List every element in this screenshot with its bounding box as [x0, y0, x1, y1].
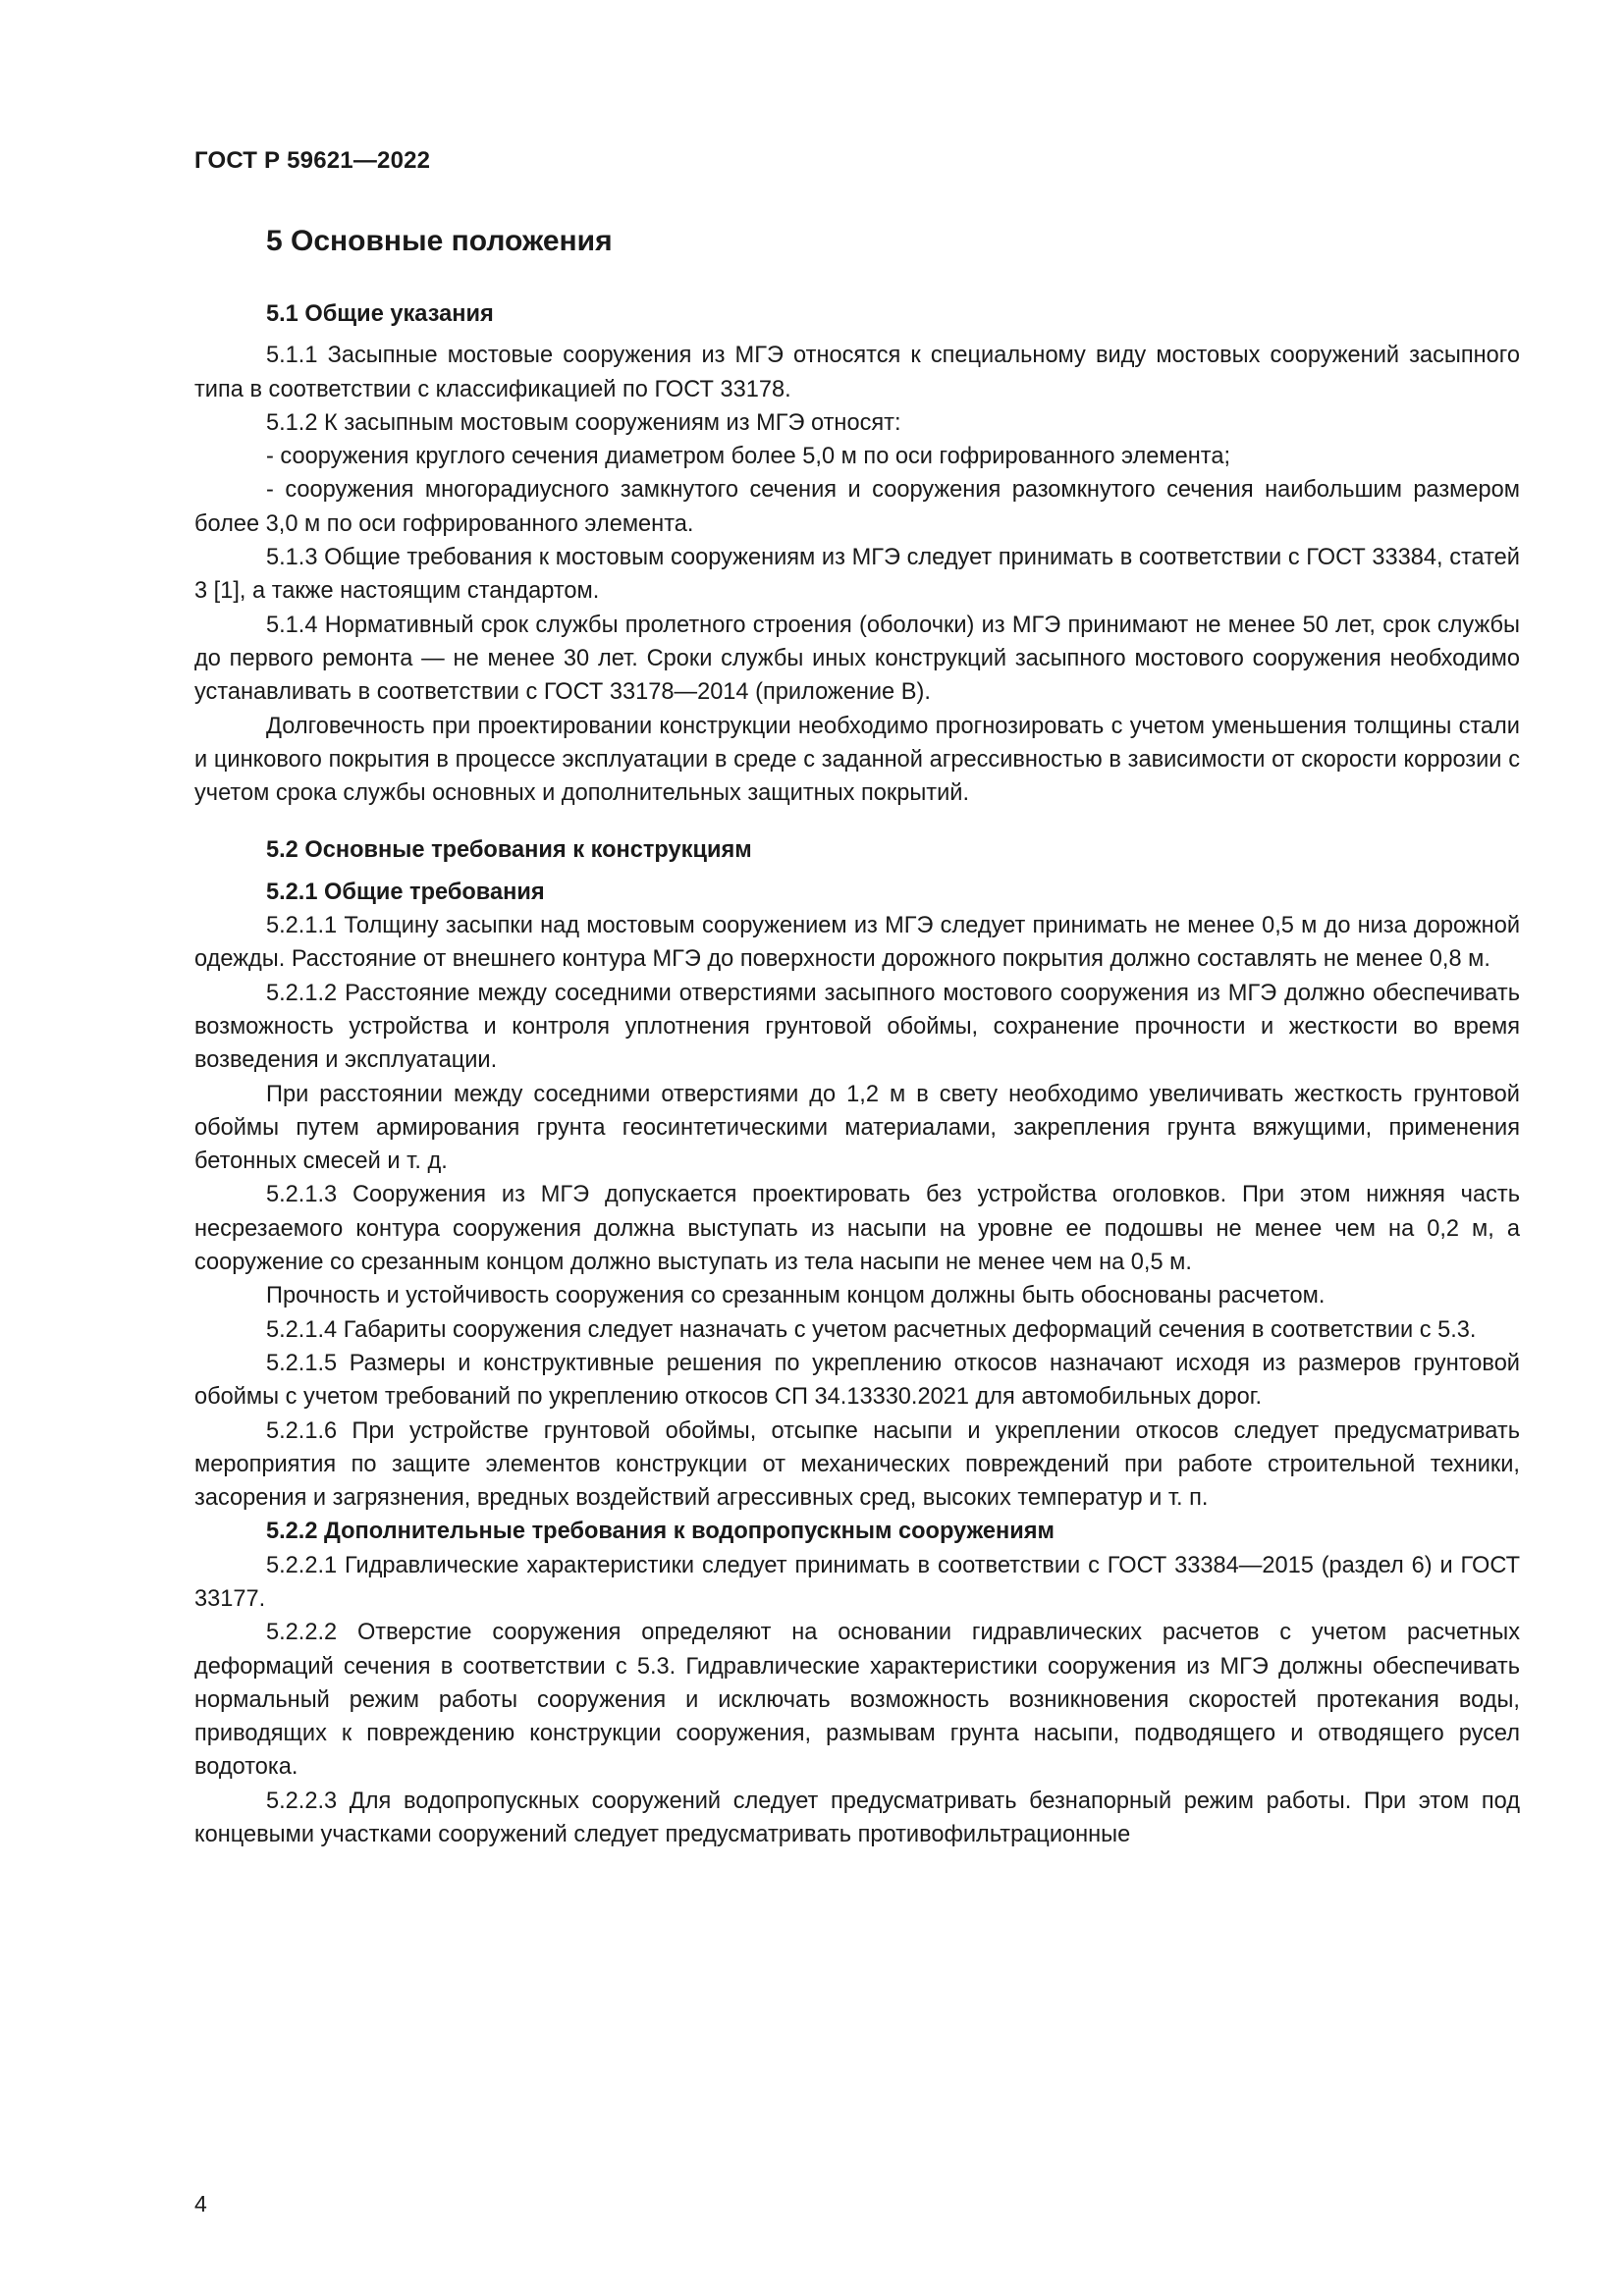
document-code: ГОСТ Р 59621—2022 [194, 147, 431, 174]
paragraph: 5.2.1.3 Сооружения из МГЭ допускается проектировать без устройства оголовков. При этом нижняя часть несрезаемого контура сооружения должна выступать из насыпи на уровне ее подошвы не менее чем на 0,2 м, а сооружение со срезанным концом должно выступать из тела насыпи не менее чем на 0,5 м. [194, 1182, 1520, 1276]
paragraph: 5.2.1.2 Расстояние между соседними отверстиями засыпного мостового сооружения из МГЭ должно обеспечивать возможность устройства и контроля уплотнения грунтовой обоймы, сохранение прочности и жесткости во время возведения и эксплуатации. [194, 980, 1520, 1074]
list-item: - сооружения круглого сечения диаметром более 5,0 м по оси гофрированного элемента; [266, 444, 1231, 470]
paragraph: 5.2.2.1 Гидравлические характеристики следует принимать в соответствии с ГОСТ 33384—2015 (раздел 6) и ГОСТ 33177. [194, 1552, 1520, 1612]
paragraph: 5.1.3 Общие требования к мостовым сооружениям из МГЭ следует принимать в соответствии с ГОСТ 33384, статей 3 [1], а также настоящим стандартом. [194, 545, 1520, 605]
paragraph: Прочность и устойчивость сооружения со срезанным концом должны быть обоснованы расчетом. [266, 1283, 1326, 1309]
paragraph: Долговечность при проектировании конструкции необходимо прогнозировать с учетом уменьшения толщины стали и цинкового покрытия в процессе эксплуатации в среде с заданной агрессивностью в зависимости от скорости коррозии с учетом срока службы основных и дополнительных защитных покрытий. [194, 713, 1520, 807]
paragraph: 5.2.1.5 Размеры и конструктивные решения по укреплению откосов назначают исходя из размеров грунтовой обоймы с учетом требований по укреплению откосов СП 34.13330.2021 для автомобильных дорог. [194, 1350, 1520, 1411]
paragraph: 5.2.1.4 Габариты сооружения следует назначать с учетом расчетных деформаций сечения в соответствии с 5.3. [266, 1316, 1477, 1343]
document-body [194, 222, 1520, 1851]
clause-heading: 5.2.1 Общие требования [266, 879, 545, 905]
paragraph: 5.1.4 Нормативный срок службы пролетного строения (оболочки) из МГЭ принимают не менее 50 лет, срок службы до первого ремонта — не менее 30 лет. Сроки службы иных конструкций засыпного мостового сооружения необходимо устанавливать в соответствии с ГОСТ 33178—2014 (приложение В). [194, 612, 1520, 706]
section-title: 5 Основные положения [266, 225, 613, 257]
paragraph: 5.1.2 К засыпным мостовым сооружениям из МГЭ относят: [266, 409, 901, 436]
paragraph: 5.2.2.3 Для водопропускных сооружений следует предусматривать безнапорный режим работы. При этом под концевыми участками сооружений следует предусматривать противофильтрационные [194, 1788, 1520, 1848]
paragraph: 5.2.1.1 Толщину засыпки над мостовым сооружением из МГЭ следует принимать не менее 0,5 м до низа дорожной одежды. Расстояние от внешнего контура МГЭ до поверхности дорожного покрытия должно составлять не менее 0,8 м. [194, 913, 1520, 973]
page-number: 4 [194, 2191, 207, 2216]
paragraph: 5.1.1 Засыпные мостовые сооружения из МГЭ относятся к специальному виду мостовых сооружений засыпного типа в соответствии с классификацией по ГОСТ 33178. [194, 343, 1520, 402]
paragraph: 5.2.2.2 Отверстие сооружения определяют на основании гидравлических расчетов с учетом расчетных деформаций сечения в соответствии с 5.3. Гидравлические характеристики сооружения из МГЭ должны обеспечивать нормальный режим работы сооружения и исключать возможность возникновения скоростей протекания воды, приводящих к повреждению конструкции сооружения, размывам грунта насыпи, подводящего и отводящего русел водотока. [194, 1620, 1520, 1781]
subsection-heading: 5.2 Основные требования к конструкциям [266, 837, 752, 864]
clause-heading: 5.2.2 Дополнительные требования к водопропускным сооружениям [266, 1519, 1055, 1545]
list-item: - сооружения многорадиусного замкнутого сечения и сооружения разомкнутого сечения наибольшим размером более 3,0 м по оси гофрированного элемента. [194, 477, 1520, 537]
paragraph: 5.2.1.6 При устройстве грунтовой обоймы, отсыпке насыпи и укреплении откосов следует предусматривать мероприятия по защите элементов конструкции от механических повреждений при работе строительной техники, засорения и загрязнения, вредных воздействий агрессивных сред, высоких температур и т. п. [194, 1417, 1520, 1512]
paragraph: При расстоянии между соседними отверстиями до 1,2 м в свету необходимо увеличивать жесткость грунтовой обоймы путем армирования грунта геосинтетическими материалами, закрепления грунта вяжущими, применения бетонных смесей и т. д. [194, 1081, 1520, 1175]
subsection-heading: 5.1 Общие указания [266, 301, 494, 327]
